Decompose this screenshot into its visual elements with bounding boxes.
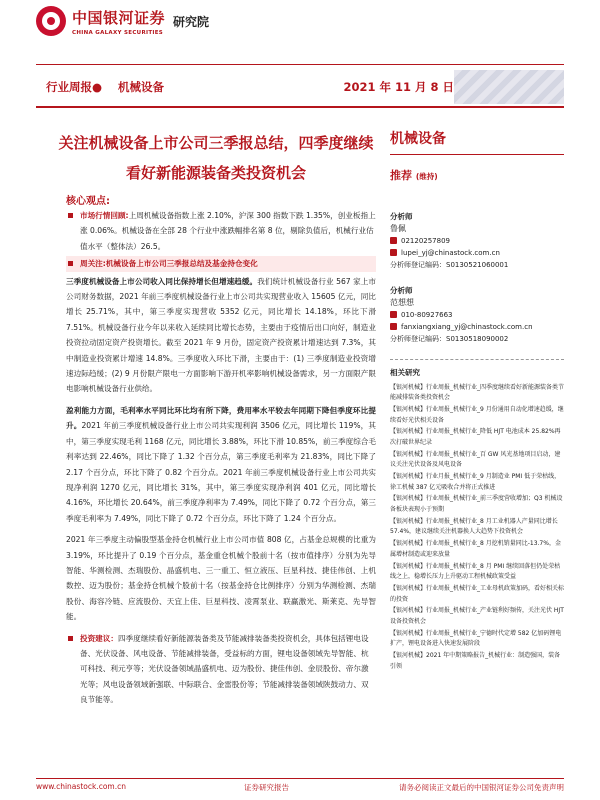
analyst-reg-code: S0130518090002 — [446, 335, 509, 343]
rating-note: (维持) — [415, 172, 438, 181]
footer — [36, 782, 564, 793]
report-sector: 机械设备 — [118, 80, 165, 94]
analyst-email-row — [390, 321, 564, 333]
related-research-item[interactable]: 【银河机械】行业周报_机械行业_宁德时代定增 582 亿加码锂电扩产，锂电设备进入快速发展阶段 — [390, 629, 562, 648]
analyst-block-1 — [390, 211, 564, 271]
related-research-item[interactable]: 【银河机械】行业周报_机械行业_9 月份通用自动化增速趋缓，继续看好光伏相关设备 — [390, 405, 564, 424]
report-date: 2021 年 11 月 8 日 — [343, 80, 454, 94]
revenue-paragraph — [66, 274, 376, 397]
footer-divider — [36, 778, 564, 779]
analyst-email[interactable]: fanxiangxiang_yj@chinastock.com.cn — [401, 323, 533, 331]
market-review-label: 市场行情回顾: — [80, 211, 129, 220]
investment-advice-text: 四季度继续看好新能源装备类及节能减排装备类投资机会，具体包括锂电设备、光伏设备、风电设备、节能减排装备，受益标的方面，锂电设备领域先导智能、杭可科技、利元亨等；光伏设备领域晶盛机电、迈为股份、捷佳伟创、金辰股份、帝尔激光等；风电设备领域新强联、中际联合、金雷股份等；节能减排装备领域陕鼓动力、双良节能等。 — [80, 633, 369, 705]
rating-value: 推荐 — [390, 169, 412, 182]
header-divider — [36, 64, 564, 65]
analyst-phone: 02120257809 — [401, 237, 450, 245]
investment-advice-bullet — [66, 631, 376, 708]
profitability-lead: 盈利能力方面，毛利率水平同比环比均有所下降，费用率水平较去年同期下降但季度环比提升。 — [66, 405, 376, 431]
weekly-focus-bullet — [66, 256, 376, 271]
sidebar-sector: 机械设备 — [390, 128, 564, 155]
report-type: 行业周报● — [46, 80, 103, 94]
header-decoration — [454, 70, 564, 104]
email-icon — [390, 249, 397, 256]
analyst-phone: 010-80927663 — [401, 311, 453, 319]
analyst-email[interactable]: lupei_yj@chinastock.com.cn — [401, 249, 500, 257]
footer-website[interactable]: www.chinastock.com.cn — [36, 782, 126, 791]
related-research-item[interactable]: 【银河机械】行业周报_机械行业_工业母机政策加码，看好相关标的投资 — [390, 584, 565, 603]
analyst-block-2 — [390, 285, 564, 345]
analyst-phone-row — [390, 235, 564, 247]
phone-icon — [390, 311, 397, 318]
market-review-bullet — [66, 208, 376, 254]
analyst-reg-code: S0130521060001 — [446, 261, 509, 269]
phone-icon — [390, 237, 397, 244]
investment-advice-label: 投资建议： — [80, 633, 118, 643]
analyst-label: 分析师 — [390, 286, 413, 295]
related-research-item[interactable]: 【银河机械】行业周报_机械行业_8 月挖机销量同比-13.7%，金属增材制造或迎来放量 — [390, 540, 561, 558]
related-research — [390, 359, 564, 672]
weekly-focus-text: 机械设备上市公司三季报总结及基金持仓变化 — [105, 259, 258, 269]
analyst-reg-row — [390, 259, 564, 271]
logo-name-en: CHINA GALAXY SECURITIES — [72, 29, 164, 36]
logo-department: 研究院 — [173, 14, 210, 29]
analyst-name: 鲁佩 — [390, 224, 406, 233]
related-research-list — [390, 383, 564, 673]
report-header-strip — [36, 70, 564, 104]
analyst-reg-label: 分析师登记编码： — [390, 335, 446, 343]
related-research-item[interactable]: 【银河机械】行业周报_机械行业_8 月工业机器人产量同比增长 57.4%，建议继续关注机器换人大趋势下投资机会 — [390, 517, 558, 536]
profitability-text: 2021 年前三季度机械设备行业上市公司共实现利润 3506 亿元，同比增长 119%，其中，第三季度实现毛利 1168 亿元，同比增长 3.88%，环比下滑 10.85%，前三季度综合毛利率达到 22.46%，同比下降了 1.32 个百分点，第三季度毛利率为 21.83%，同比下降了 2.17 个百分点，环比下降了 0.82 个百分点。2021 年前三季度机械设备行业上市公司共实现净利润 1270 亿元，同比增长 31%，其中，第三季度实现净利润 401 亿元，同比增长 4.16%，环比增长 20.64%，前三季度净利率为 7.49%，同比下降了 0.72 个百分点，第三季度毛利率为 7.49%，同比下降了 0.72 个百分点，环比下降了 1.24 个百分点。 — [66, 421, 377, 523]
report-title: 关注机械设备上市公司三季报总结，四季度继续看好新能源装备类投资机会 — [58, 134, 374, 182]
logo-name-cn: 中国银河证券 — [72, 8, 166, 27]
company-logo — [36, 6, 209, 36]
revenue-lead: 三季度机械设备上市公司收入同比保持增长但增速趋缓。 — [66, 276, 258, 286]
logo-text — [72, 7, 165, 36]
core-viewpoint-label: 核心观点: — [66, 196, 110, 207]
related-research-item[interactable]: 【银河机械】行业周报_机械行业_降低 HJT 电池成本 25.82%再次打破世界纪录 — [390, 428, 561, 446]
revenue-text: 我们统计机械设备行业 567 家上市公司财务数据，2021 年前三季度机械设备行业上市公司共实现营业收入 15605 亿元，同比增长 25.71%，其中，第三季度实现营收 5352 亿元，同比增长 14.18%，环比下滑 7.51%。机械设备行业今年以来收入延续同比增长态势，主要由于疫情后出口向好，制造业投资拉动固定资产投资增长。截至 2021 年 9 月份，固定资产投资累计增速达到 7.3%，其中制造业投资累计增速 14.8%。三季度收入环比下滑，主要由于：(1) 三季度制造业投资增速边际趋缓；(2) 9 月份限产限电一方面影响下游开机率影响机械设备需求，另一方面限产限电影响机械设备行业供给。 — [66, 276, 376, 394]
sidebar — [390, 128, 564, 673]
main-body — [66, 208, 376, 710]
fund-holdings-paragraph: 2021 年三季度主动偏股型基金持仓机械行业上市公司市值 808 亿，占基金总规模的比重为 3.19%，环比提升了 0.19 个百分点，基金重仓机械个股前十名（按市值排序）分别为先导智能、华测检测、杰瑞股份、晶盛机电、三一重工、恒立液压、巨星科技、捷佳伟创、上机数控、迈为股份；基金持仓机械个股前十名（按基金持仓比例排序）分别为华测检测、杰瑞股份、海容冷链、应流股份、天宜上佳、巨星科技、凌霄泵业、联赢激光、斯莱克、先导智能。 — [66, 535, 376, 622]
analyst-name: 范想想 — [390, 298, 414, 307]
analyst-reg-label: 分析师登记编码： — [390, 261, 446, 269]
related-research-item[interactable]: 【银河机械】行业周报_机械行业_产业链利好频传，关注光伏 HJT 设备投资机会 — [390, 607, 564, 625]
related-research-label: 相关研究 — [390, 368, 420, 377]
footer-disclaimer: 请务必阅读正文最后的中国银河证券公司免责声明 — [399, 783, 564, 792]
market-review-text: 上周机械设备指数上涨 2.10%，沪深 300 指数下跌 1.35%，创业板指上涨 0.06%。机械设备在全部 28 个行业中涨跌幅排名第 8 位，剔除负值后，机械行业估值水平（整体法）26.5。 — [80, 211, 376, 251]
related-research-item[interactable]: 【银河机械】行业周报_机械行业_四季度继续看好新能源装备类节能减排装备类投资机会 — [390, 383, 565, 402]
email-icon — [390, 323, 397, 330]
header-red-rule — [36, 106, 564, 108]
analyst-reg-row — [390, 333, 564, 345]
related-research-item[interactable]: 【银河机械】行业周报_机械行业_前三季度营收增加；Q3 机械设备板块表现小于预期 — [390, 495, 563, 514]
related-research-item[interactable]: 【银河机械】2021 年中期策略报告_机械行业：制造强国，装备引领 — [390, 652, 561, 670]
related-research-item[interactable]: 【银河机械】行业周报_机械行业_8 月 PMI 继续回落但仍处荣枯线之上，稳增长压力上升驱动工程机械政策受益 — [390, 562, 561, 581]
weekly-focus-label: 周关注: — [80, 259, 106, 269]
profitability-paragraph — [66, 403, 376, 526]
galaxy-logo-icon — [36, 6, 66, 36]
analyst-phone-row — [390, 309, 564, 321]
footer-report-type: 证券研究报告 — [243, 783, 289, 792]
related-research-item[interactable]: 【银河机械】行业月报_机械行业_9 月制造业 PMI 低于荣枯线，徐工机械 387 亿元吸收合并将正式推进 — [390, 473, 561, 491]
analyst-email-row — [390, 247, 564, 259]
rating — [390, 167, 564, 183]
related-research-item[interactable]: 【银河机械】行业周报_机械行业_百 GW 风光基地项目启动，建议关注光伏设备及风电设备 — [390, 450, 561, 469]
analyst-label: 分析师 — [390, 212, 413, 221]
